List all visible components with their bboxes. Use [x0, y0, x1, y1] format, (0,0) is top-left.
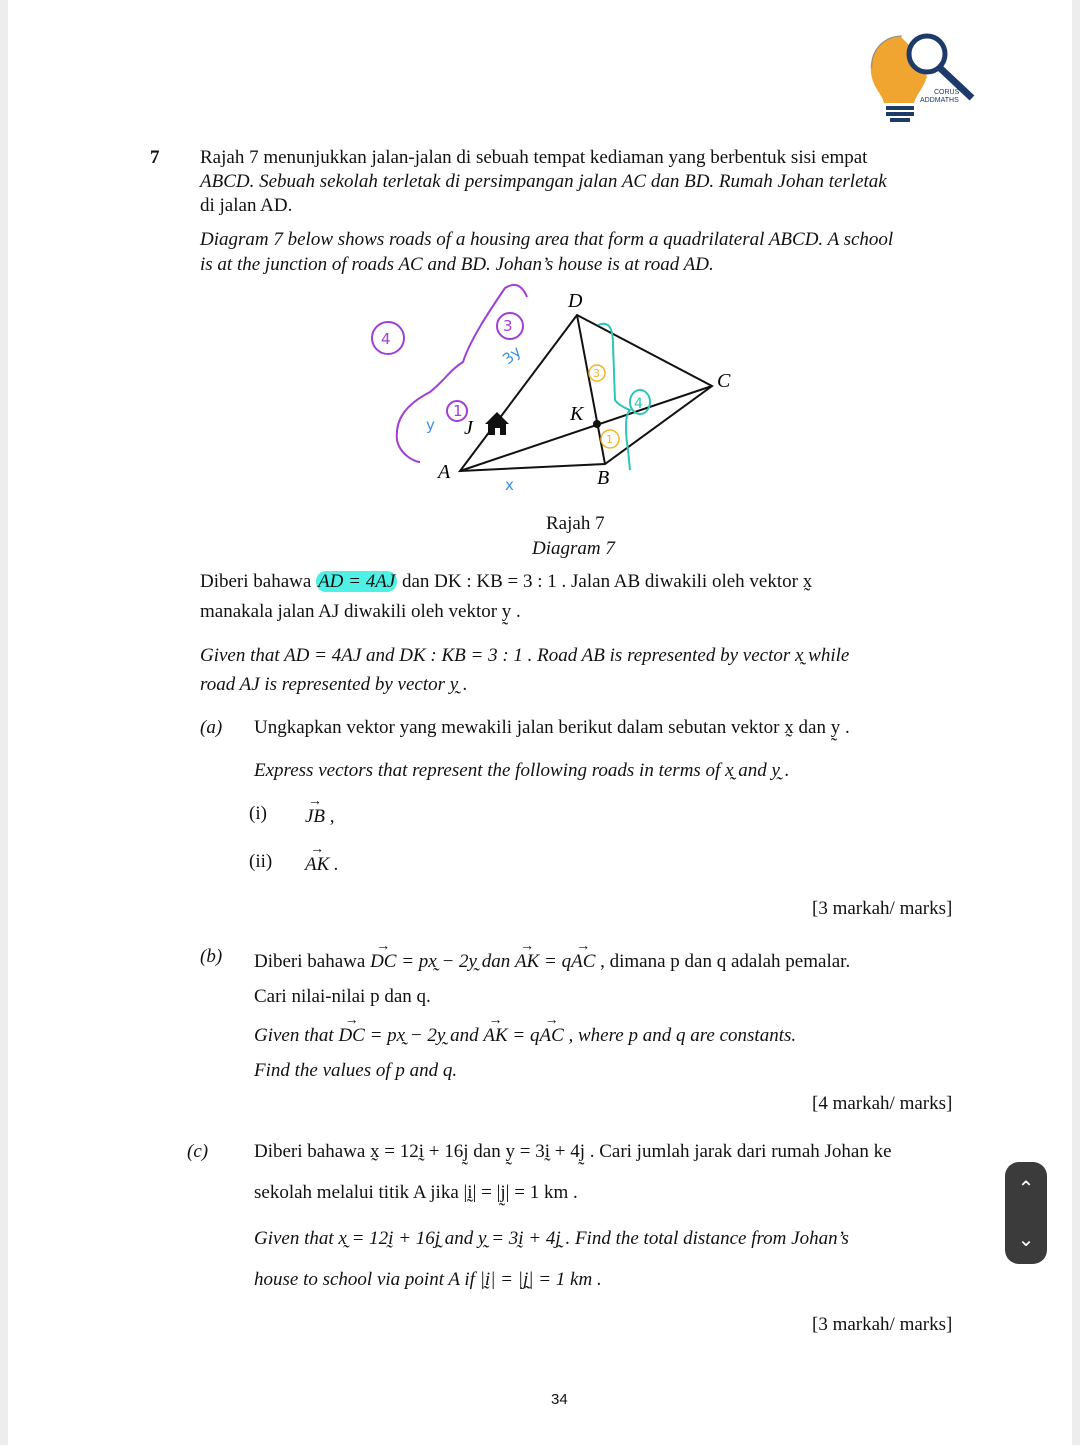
part-a-marks: [3 markah/ marks]: [812, 898, 953, 919]
label-c: C: [717, 370, 731, 392]
given-en-line: road AJ is represented by vector y̰ .: [200, 674, 468, 695]
part-b-label: (b): [200, 946, 223, 967]
part-a-ms: Ungkapkan vektor yang mewakili jalan berikut dalam sebutan vektor x̰ dan y̰ .: [254, 717, 850, 738]
annotation-x: x: [505, 476, 514, 494]
chevron-up-icon: ⌃: [1017, 1175, 1035, 1200]
label-k: K: [570, 403, 584, 425]
vector-ak: → AK: [305, 853, 329, 877]
label-b: B: [597, 467, 610, 489]
part-a-i-label: (i): [249, 803, 267, 824]
annotation-four: 4: [381, 330, 391, 348]
intro-en-line: is at the junction of roads AC and BD. Johan’s house is at road AD.: [200, 254, 714, 275]
chevron-down-icon: ⌄: [1017, 1226, 1035, 1251]
diagram-7: [0, 0, 1080, 520]
part-b-en-line2: Find the values of p and q.: [254, 1060, 458, 1081]
question-number: 7: [150, 147, 160, 168]
diagram-caption-ms: Rajah 7: [546, 513, 605, 534]
part-b-en-line1: Given that → DC = px̰ − 2y̰ and → AK = q→ AC , where p and q are constants.: [254, 1024, 796, 1048]
annotation-y: y: [426, 416, 435, 434]
part-a-label: (a): [200, 717, 223, 738]
annotation-cyan-four: 4: [634, 396, 643, 412]
page-number: 34: [551, 1391, 568, 1408]
annotation-yellow-one: 1: [606, 433, 613, 446]
given-ms-line: manakala jalan AJ diwakili oleh vektor y̰ .: [200, 601, 521, 622]
part-c-en-line2: house to school via point A if |ḭ| = |j̰| = 1 km .: [254, 1269, 602, 1290]
part-c-label: (c): [187, 1141, 209, 1162]
highlighted-given: AD = 4AJ: [318, 571, 396, 592]
annotation-3y: 3y: [499, 342, 525, 369]
annotation-one: 1: [453, 402, 463, 420]
previous-page-button[interactable]: [1005, 1162, 1047, 1213]
part-b-ms-line1: Diberi bahawa → DC = px̰ − 2y̰ dan → AK = q→ AC , dimana p dan q adalah pemalar.: [254, 950, 850, 974]
given-ms-line: Diberi bahawa AD = 4AJ dan DK : KB = 3 : 1 . Jalan AB diwakili oleh vektor x̰: [200, 571, 813, 592]
part-c-marks: [3 markah/ marks]: [812, 1314, 953, 1335]
intro-ms-line: Rajah 7 menunjukkan jalan-jalan di sebuah tempat kediaman yang berbentuk sisi empat: [200, 147, 868, 168]
house-icon: [485, 412, 509, 435]
intro-ms-line: ABCD. Sebuah sekolah terletak di persimpangan jalan AC dan BD. Rumah Johan terletak: [200, 171, 887, 192]
label-a: A: [438, 461, 451, 483]
annotation-yellow-three: 3: [593, 367, 600, 380]
part-c-en-line1: Given that x̰ = 12ḭ + 16j̰ and y̰ = 3ḭ + 4j̰ . Find the total distance from Johan’s: [254, 1228, 849, 1249]
part-b-ms-line2: Cari nilai-nilai p dan q.: [254, 986, 431, 1007]
label-d: D: [568, 290, 583, 312]
part-c-ms-line1: Diberi bahawa x̰ = 12ḭ + 16j̰ dan y̰ = 3ḭ + 4j̰ . Cari jumlah jarak dari rumah Johan ke: [254, 1141, 892, 1162]
svg-text:ADDMATHS: ADDMATHS: [920, 97, 959, 104]
part-b-marks: [4 markah/ marks]: [812, 1093, 953, 1114]
document-page: CORUS ADDMATHS 7 Rajah 7 menunjukkan jalan-jalan di sebuah tempat kediaman yang berbentuk sisi empat ABCD. Sebuah sekolah terletak di persimpangan jalan AC dan BD. Rumah Johan terletak di jalan AD. Diagram 7 below shows roads of a housing area that form a quadrilateral ABCD. A school is at the junction of roads AC and BD. Johan’s house is at road AD. D C K B A J 4 3 1 3y y x 3 1 4 Rajah 7 Diagram 7 Diberi bahawa AD = 4AJ dan DK : KB = 3 : 1 . Jalan AB diwakili oleh vektor x̰ manakala jalan AJ diwakili oleh vektor y̰ . Given that AD = 4AJ and DK : KB = 3 : 1 . Road AB is represented by vector x̰ while road AJ is represented by vector y̰ . (a) Ungkapkan vektor yang mewakili jalan berikut dalam sebutan vektor x̰ dan y̰ . Express vectors that represent the following roads in terms of x̰ and y̰ . (i) → JB , (ii) → AK . [3 markah/ marks] (b) Diberi bahawa → DC = px̰ − 2y̰ dan → AK = q→ AC , dimana p dan q adalah pemalar. Cari nilai-nilai p dan q. Given that → DC = px̰ − 2y̰ and → AK = q→ AC , where p and q are constants. Find the values of p and q. [4 markah/ marks] (c) Diberi bahawa x̰ = 12ḭ + 16j̰ dan y̰ = 3ḭ + 4j̰ . Cari jumlah jarak dari rumah Johan ke sekolah melalui titik A jika |ḭ| = |j̰| = 1 km . Given that x̰ = 12ḭ + 16j̰ and y̰ = 3ḭ + 4j̰ . Find the total distance from Johan’s house to school via point A if |ḭ| = |j̰| = 1 km . [3 markah/ marks] 34 ⌃ ⌄: [0, 0, 1080, 1445]
label-j: J: [464, 417, 473, 439]
next-page-button[interactable]: [1005, 1213, 1047, 1264]
given-en-line: Given that AD = 4AJ and DK : KB = 3 : 1 . Road AB is represented by vector x̰ while: [200, 645, 850, 666]
intro-ms-line: di jalan AD.: [200, 195, 293, 216]
logo-text: CORUS: [934, 89, 960, 96]
part-a-ii-label: (ii): [249, 851, 273, 872]
quadrilateral-abcd: [460, 315, 712, 471]
part-a-en: Express vectors that represent the following roads in terms of x̰ and y̰ .: [254, 760, 790, 781]
page-navigation: [1005, 1162, 1047, 1264]
intro-en-line: Diagram 7 below shows roads of a housing area that form a quadrilateral ABCD. A school: [200, 229, 894, 250]
diagram-caption-en: Diagram 7: [532, 538, 615, 559]
vector-jb: → JB: [305, 805, 325, 829]
part-c-ms-line2: sekolah melalui titik A jika |ḭ| = |j̰| = 1 km .: [254, 1182, 578, 1203]
annotation-three: 3: [503, 317, 513, 335]
point-k: [593, 420, 601, 428]
